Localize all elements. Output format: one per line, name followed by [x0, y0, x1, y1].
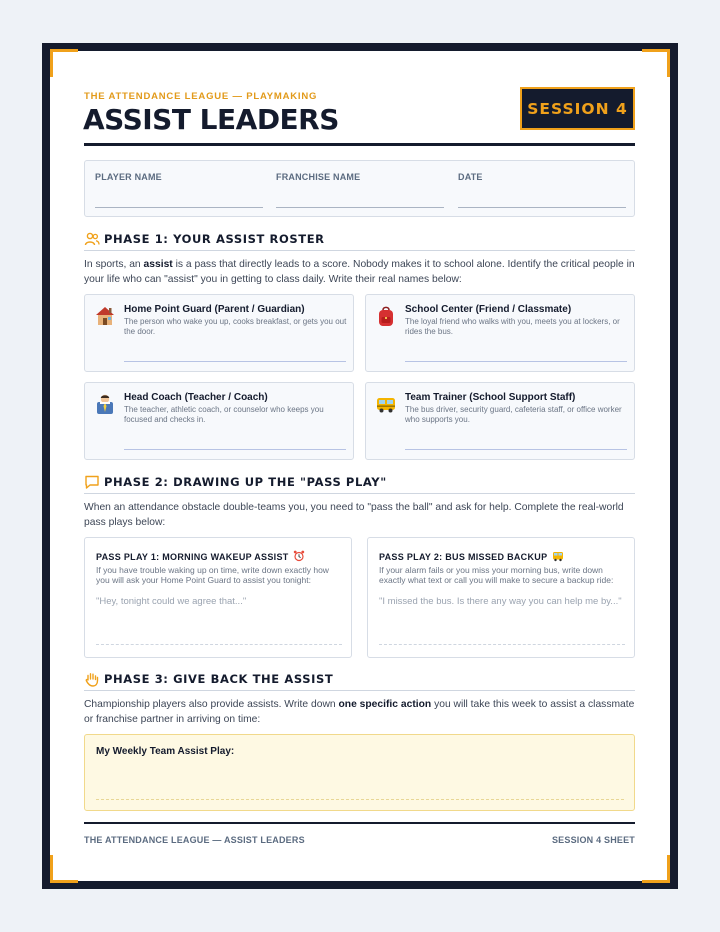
bus-icon: [552, 550, 564, 562]
card-title: Team Trainer (School Support Staff): [405, 392, 576, 403]
card-description: The teacher, athletic coach, or counselor who keeps you focused and checks in.: [124, 405, 324, 424]
phase3-intro: [84, 697, 635, 727]
response-write-line: [96, 799, 624, 800]
player-name-label: PLAYER NAME: [95, 172, 162, 182]
intro-text: Championship players also provide assists. Write down: [84, 699, 339, 710]
pass-play-title: [379, 550, 564, 562]
people-icon: [84, 231, 100, 247]
intro-bold: one specific action: [338, 699, 432, 710]
footer-right: SESSION 4 SHEET: [551, 835, 635, 845]
roster-card-team-trainer: [365, 382, 635, 460]
roster-card-school-center: [365, 294, 635, 372]
date-label: DATE: [458, 172, 483, 182]
phase2-intro: When an attendance obstacle double-teams you, you need to "pass the ball" and ask for help. Complete the real-world pass plays below:: [84, 502, 624, 528]
house-icon: [94, 305, 116, 327]
phase2-heading: [84, 474, 635, 494]
write-line: [458, 207, 626, 208]
roster-card-head-coach: [84, 382, 354, 460]
chat-bubble-icon: [84, 474, 100, 490]
write-line: [276, 207, 444, 208]
card-title: Home Point Guard (Parent / Guardian): [124, 304, 305, 315]
card-title: School Center (Friend / Classmate): [405, 304, 572, 315]
intro-text: is a pass that directly leads to a score. Nobody makes it to school alone. Identify the critical people in your life who can "assist" you in getting to class daily. Write their real names below:: [84, 259, 635, 285]
response-placeholder[interactable]: "I missed the bus. Is there any way you can help me by...": [379, 596, 622, 607]
card-description: The bus driver, security guard, cafeteria staff, or office worker who supports you.: [405, 405, 622, 424]
weekly-assist-box[interactable]: [84, 734, 635, 811]
corner-accent: [642, 855, 670, 883]
header-divider: [84, 143, 635, 146]
name-write-line[interactable]: [405, 449, 627, 450]
footer-divider: [84, 822, 635, 824]
pass-play-title: [96, 550, 305, 562]
weekly-assist-label: My Weekly Team Assist Play:: [96, 746, 235, 757]
footer-left: THE ATTENDANCE LEAGUE — ASSIST LEADERS: [84, 835, 305, 845]
pass-play-card-2: [367, 537, 635, 658]
phase1-intro: [84, 257, 635, 287]
phase1-title: PHASE 1: YOUR ASSIST ROSTER: [104, 232, 325, 246]
bus-icon: [375, 393, 397, 415]
pass-play-title-text: PASS PLAY 2: BUS MISSED BACKUP: [379, 552, 548, 562]
card-title: Head Coach (Teacher / Coach): [124, 392, 268, 403]
response-write-line: [96, 644, 342, 645]
intro-text: you will take this week to assist a classmate or franchise partner in arriving on time:: [84, 699, 635, 725]
backpack-icon: [375, 305, 397, 327]
pass-play-description: If your alarm fails or you miss your morning bus, write down exactly what text or call you will make to secure a backup ride:: [379, 565, 614, 585]
pass-play-description: If you have trouble waking up on time, write down exactly how you will ask your Home Point Guard to assist you tonight:: [96, 565, 329, 585]
card-description: The loyal friend who walks with you, meets you at lockers, or rides the bus.: [405, 317, 620, 336]
name-write-line[interactable]: [124, 361, 346, 362]
name-write-line[interactable]: [124, 449, 346, 450]
phase2-title: PHASE 2: DRAWING UP THE "PASS PLAY": [104, 475, 387, 489]
write-line: [95, 207, 263, 208]
hand-icon: [84, 671, 100, 687]
name-write-line[interactable]: [405, 361, 627, 362]
player-info-box: [84, 160, 635, 217]
phase3-title: PHASE 3: GIVE BACK THE ASSIST: [104, 672, 334, 686]
session-badge: SESSION 4: [520, 87, 635, 130]
corner-accent: [50, 855, 78, 883]
teacher-icon: [94, 393, 116, 415]
roster-card-home: [84, 294, 354, 372]
alarm-clock-icon: [293, 550, 305, 562]
header-kicker: THE ATTENDANCE LEAGUE — PLAYMAKING: [84, 91, 318, 102]
response-write-line: [379, 644, 625, 645]
franchise-name-label: FRANCHISE NAME: [276, 172, 361, 182]
phase3-heading: [84, 671, 635, 691]
corner-accent: [642, 49, 670, 77]
player-name-field[interactable]: [95, 172, 263, 182]
intro-text: In sports, an: [84, 259, 144, 270]
intro-bold: assist: [143, 259, 173, 270]
franchise-name-field[interactable]: [276, 172, 444, 182]
pass-play-title-text: PASS PLAY 1: MORNING WAKEUP ASSIST: [96, 552, 289, 562]
page-title: ASSIST LEADERS: [83, 103, 339, 136]
date-field[interactable]: [458, 172, 626, 182]
phase1-heading: [84, 231, 635, 251]
corner-accent: [50, 49, 78, 77]
response-placeholder[interactable]: "Hey, tonight could we agree that...": [96, 596, 247, 607]
card-description: The person who wake you up, cooks breakfast, or gets you out the door.: [124, 317, 347, 336]
pass-play-card-1: [84, 537, 352, 658]
